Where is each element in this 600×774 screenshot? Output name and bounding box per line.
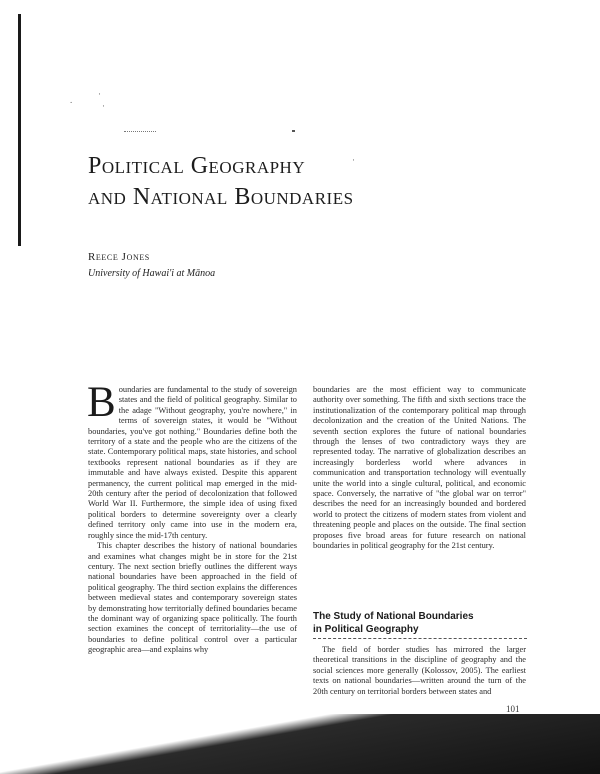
- drop-cap: B: [87, 379, 116, 426]
- header-rule-tick: [292, 130, 295, 132]
- chapter-title-line-2: and National Boundaries: [88, 184, 354, 210]
- scan-speck: ·: [98, 89, 101, 99]
- body-paragraph: The field of border studies has mirrored the larger theoretical transitions in the discipline of geography and the social sciences more generally (Kolossov, 2005). The earliest texts on national boundaries—written around the turn of the 20th century on territorial borders between states and: [313, 645, 526, 696]
- section-heading-line-1: The Study of National Boundaries: [313, 611, 474, 622]
- section-heading-rule: [313, 638, 527, 639]
- chapter-title: [88, 151, 428, 213]
- body-paragraph: [87, 379, 297, 541]
- scan-shadow-edge: [0, 714, 600, 774]
- chapter-title-line-1: Political Geography: [88, 153, 306, 179]
- author-name: Reece Jones: [88, 251, 150, 263]
- body-paragraph: boundaries are the most efficient way to communicate authority over something. The fifth and sixth sections trace the institutionalization of the contemporary political map through decolonization and the creation of the United Nations. The seventh section explores the future of national boundaries through the lenses of two contradictory ways they are represented today. The narrative of globalization describes an increasingly borderless world where advances in communication and transportation technology will eventually unite the world into a single cultural, political, and economic space. Conversely, the narrative of "the global war on terror" describes the need for an increasingly bounded and bordered world to protect the citizens of modern states from violent and threatening people and places on the outside. The final section proposes five broad areas for future research on national boundaries in political geography for the 21st century.: [313, 385, 526, 551]
- body-paragraph: This chapter describes the history of national boundaries and examines what changes might be in store for the 21st century. The next section briefly outlines the different ways national boundaries have been approached in the field of political geography. The third section explains the differences between medieval states and contemporary sovereign states by demonstrating how territorially defined boundaries became the dominant way of organizing space politically. The fourth section examines the concept of territoriality—the use of boundaries to define political control over a particular geographic area—and explains why: [88, 541, 297, 655]
- author-affiliation: University of Hawai'i at Mānoa: [88, 268, 216, 279]
- body-column-right: [313, 385, 526, 552]
- section-heading: [313, 611, 527, 636]
- header-rule: [124, 131, 156, 132]
- paragraph-text: oundaries are fundamental to the study of sovereign states and the field of political geography. Similar to the adage "Without geography, you're nowhere," in terms of sovereign states, it would be "Without boundaries, you've got nothing." Boundaries define both the territory of a state and the people who are the citizens of the state. Contemporary political maps, state histories, and school textbooks represent national boundaries as if they are immutable and have always existed. Despite this apparent permanency, the current political map emerged in the mid-20th century after the period of decolonization that followed World War II. Furthermore, the simple idea of using fixed political borders to determine sovereignty over a clearly defined territory only came into use in the modern era, roughly since the mid-17th century.: [88, 385, 297, 540]
- body-column-left: [87, 379, 297, 656]
- scan-speck: ·: [102, 101, 105, 111]
- scan-speck: .: [70, 95, 73, 105]
- scan-speck: ·: [352, 155, 355, 165]
- body-column-right-continued: [313, 645, 526, 697]
- binding-edge-bar: [18, 14, 21, 246]
- section-heading-line-2: in Political Geography: [313, 623, 419, 635]
- page-number: 101: [506, 704, 520, 714]
